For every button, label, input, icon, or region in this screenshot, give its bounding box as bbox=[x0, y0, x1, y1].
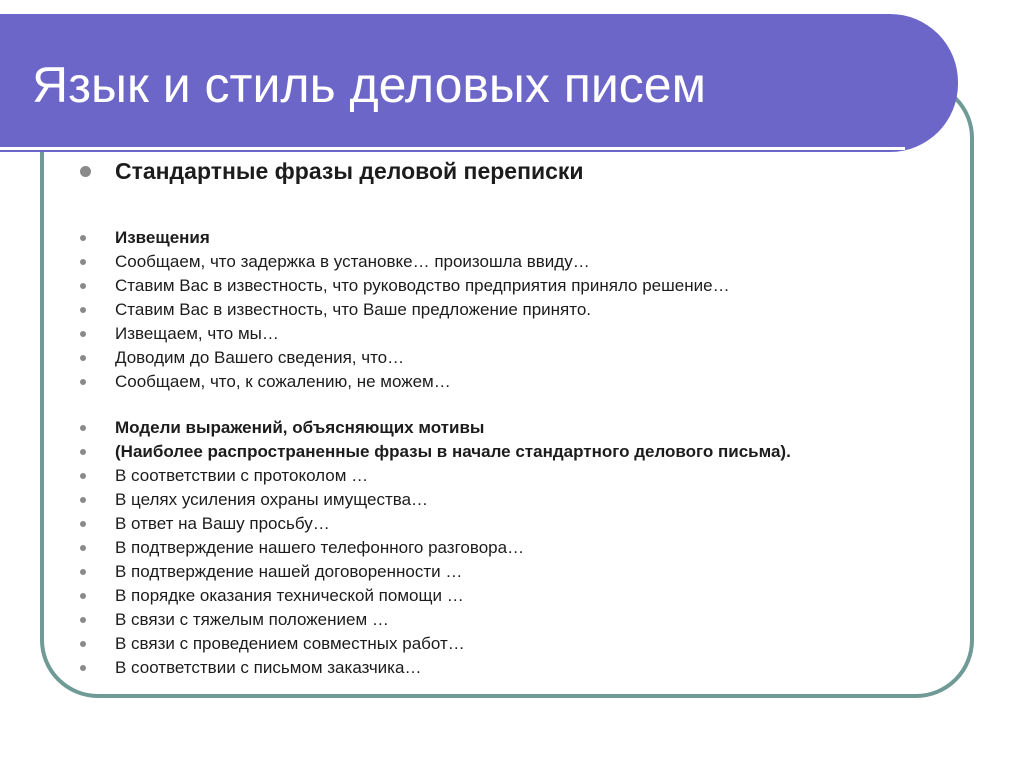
list-item bbox=[80, 608, 791, 632]
list-item bbox=[80, 632, 791, 656]
list-item-text: В подтверждение нашей договоренности … bbox=[115, 562, 463, 581]
bullet-icon bbox=[80, 355, 86, 361]
list-item bbox=[80, 416, 791, 440]
list-item bbox=[80, 512, 791, 536]
list-item-text: В соответствии с письмом заказчика… bbox=[115, 658, 422, 677]
list-item-text: В связи с проведением совместных работ… bbox=[115, 634, 465, 653]
list-item-text: Доводим до Вашего сведения, что… bbox=[115, 348, 405, 367]
bullet-icon bbox=[80, 449, 86, 455]
list-item-text: Извещаем, что мы… bbox=[115, 324, 279, 343]
list-item bbox=[80, 560, 791, 584]
list-item-text: Ставим Вас в известность, что Ваше предложение принято. bbox=[115, 300, 592, 319]
list-item bbox=[80, 536, 791, 560]
list-item-text: В порядке оказания технической помощи … bbox=[115, 586, 464, 605]
list-item bbox=[80, 584, 791, 608]
bullet-icon bbox=[80, 425, 86, 431]
bullet-icon bbox=[80, 283, 86, 289]
list-item bbox=[80, 370, 730, 394]
list-item-text: Сообщаем, что, к сожалению, не можем… bbox=[115, 372, 451, 391]
heading-row bbox=[80, 158, 584, 185]
title-underline bbox=[0, 147, 905, 150]
section-heading: Стандартные фразы деловой переписки bbox=[115, 158, 584, 184]
list-item-text: Ставим Вас в известность, что руководство предприятия приняло решение… bbox=[115, 276, 730, 295]
bullet-icon bbox=[80, 641, 86, 647]
bullet-icon bbox=[80, 569, 86, 575]
bullet-icon bbox=[80, 331, 86, 337]
list-item bbox=[80, 346, 730, 370]
bullet-icon bbox=[80, 259, 86, 265]
bullet-icon bbox=[80, 473, 86, 479]
list-item-text: В связи с тяжелым положением … bbox=[115, 610, 389, 629]
bullet-icon bbox=[80, 617, 86, 623]
motives-list bbox=[80, 416, 791, 680]
list-item bbox=[80, 298, 730, 322]
list-item bbox=[80, 440, 791, 464]
bullet-icon bbox=[80, 521, 86, 527]
slide-title: Язык и стиль деловых писем bbox=[32, 57, 706, 113]
bullet-icon bbox=[80, 497, 86, 503]
title-banner bbox=[0, 14, 958, 152]
bullet-icon bbox=[80, 379, 86, 385]
bullet-icon bbox=[80, 166, 91, 177]
bullet-icon bbox=[80, 235, 86, 241]
list-item-text: В целях усиления охраны имущества… bbox=[115, 490, 429, 509]
list-item-text: В ответ на Вашу просьбу… bbox=[115, 514, 330, 533]
list-item-text: Модели выражений, объясняющих мотивы bbox=[115, 418, 485, 437]
bullet-icon bbox=[80, 665, 86, 671]
list-item-text: Извещения bbox=[115, 228, 210, 247]
bullet-icon bbox=[80, 593, 86, 599]
list-item-text: В соответствии с протоколом … bbox=[115, 466, 369, 485]
list-item-text: (Наиболее распространенные фразы в начале стандартного делового письма). bbox=[115, 442, 791, 461]
list-item-text: В подтверждение нашего телефонного разговора… bbox=[115, 538, 525, 557]
bullet-icon bbox=[80, 307, 86, 313]
list-item bbox=[80, 464, 791, 488]
bullet-icon bbox=[80, 545, 86, 551]
list-item bbox=[80, 226, 730, 250]
list-item bbox=[80, 274, 730, 298]
list-item-text: Сообщаем, что задержка в установке… произошла ввиду… bbox=[115, 252, 590, 271]
notices-list bbox=[80, 226, 730, 394]
list-item bbox=[80, 250, 730, 274]
list-item bbox=[80, 656, 791, 680]
list-item bbox=[80, 322, 730, 346]
list-item bbox=[80, 488, 791, 512]
